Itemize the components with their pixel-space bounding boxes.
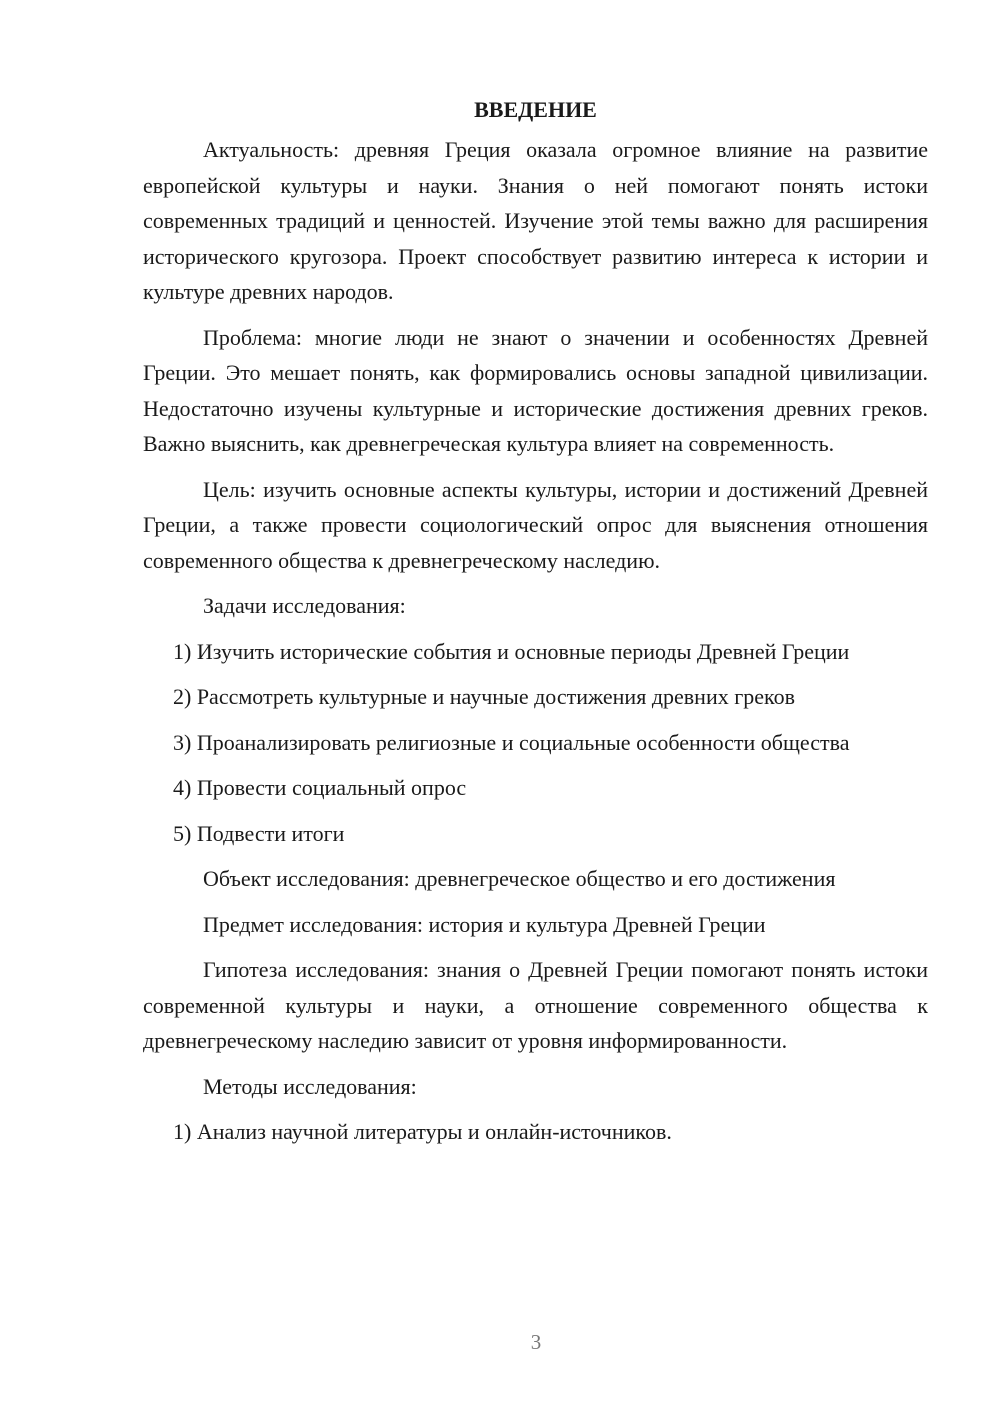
tasks-heading: Задачи исследования: bbox=[203, 593, 406, 618]
goal-paragraph: Цель: изучить основные аспекты культуры, истории и достижений Древней Греции, а также провести социологический опрос для выяснения отношения современного общества к древнегреческому наследию. bbox=[143, 476, 928, 573]
method-item: 1) Анализ научной литературы и онлайн-источников. bbox=[173, 1119, 672, 1144]
document-page bbox=[143, 92, 928, 1160]
task-item: 2) Рассмотреть культурные и научные достижения древних греков bbox=[173, 684, 795, 709]
methods-heading: Методы исследования: bbox=[203, 1073, 417, 1099]
hypothesis-paragraph: Гипотеза исследования: знания о Древней Греции помогают понять истоки современной культуры и науки, а отношение современного общества к древнегреческому наследию зависит от уровня информированности. bbox=[143, 957, 928, 1053]
page-number: 3 bbox=[530, 1330, 542, 1354]
task-item: 5) Подвести итоги bbox=[173, 820, 345, 846]
problem-paragraph: Проблема: многие люди не знают о значении и особенностях Древней Греции. Это мешает понять, как формировались основы западной цивилизации. Недостаточно изучены культурные и исторические достижения древних греков. Важно выяснить, как древнегреческая культура влияет на современность. bbox=[143, 324, 928, 456]
object-paragraph: Объект исследования: древнегреческое общество и его достижения bbox=[203, 866, 836, 891]
section-title: ВВЕДЕНИЕ bbox=[474, 97, 597, 122]
subject-paragraph: Предмет исследования: история и культура Древней Греции bbox=[203, 911, 766, 937]
relevance-paragraph: Актуальность: древняя Греция оказала огромное влияние на развитие европейской культуры и науки. Знания о ней помогают понять истоки современных традиций и ценностей. Изучение этой темы важно для расширения исторического кругозора. Проект способствует развитию интереса к истории и культуре древних народов. bbox=[143, 137, 928, 304]
task-item: 4) Провести социальный опрос bbox=[173, 775, 467, 800]
task-item: 1) Изучить исторические события и основные периоды Древней Греции bbox=[173, 638, 850, 664]
task-item: 3) Проанализировать религиозные и социальные особенности общества bbox=[173, 729, 850, 755]
